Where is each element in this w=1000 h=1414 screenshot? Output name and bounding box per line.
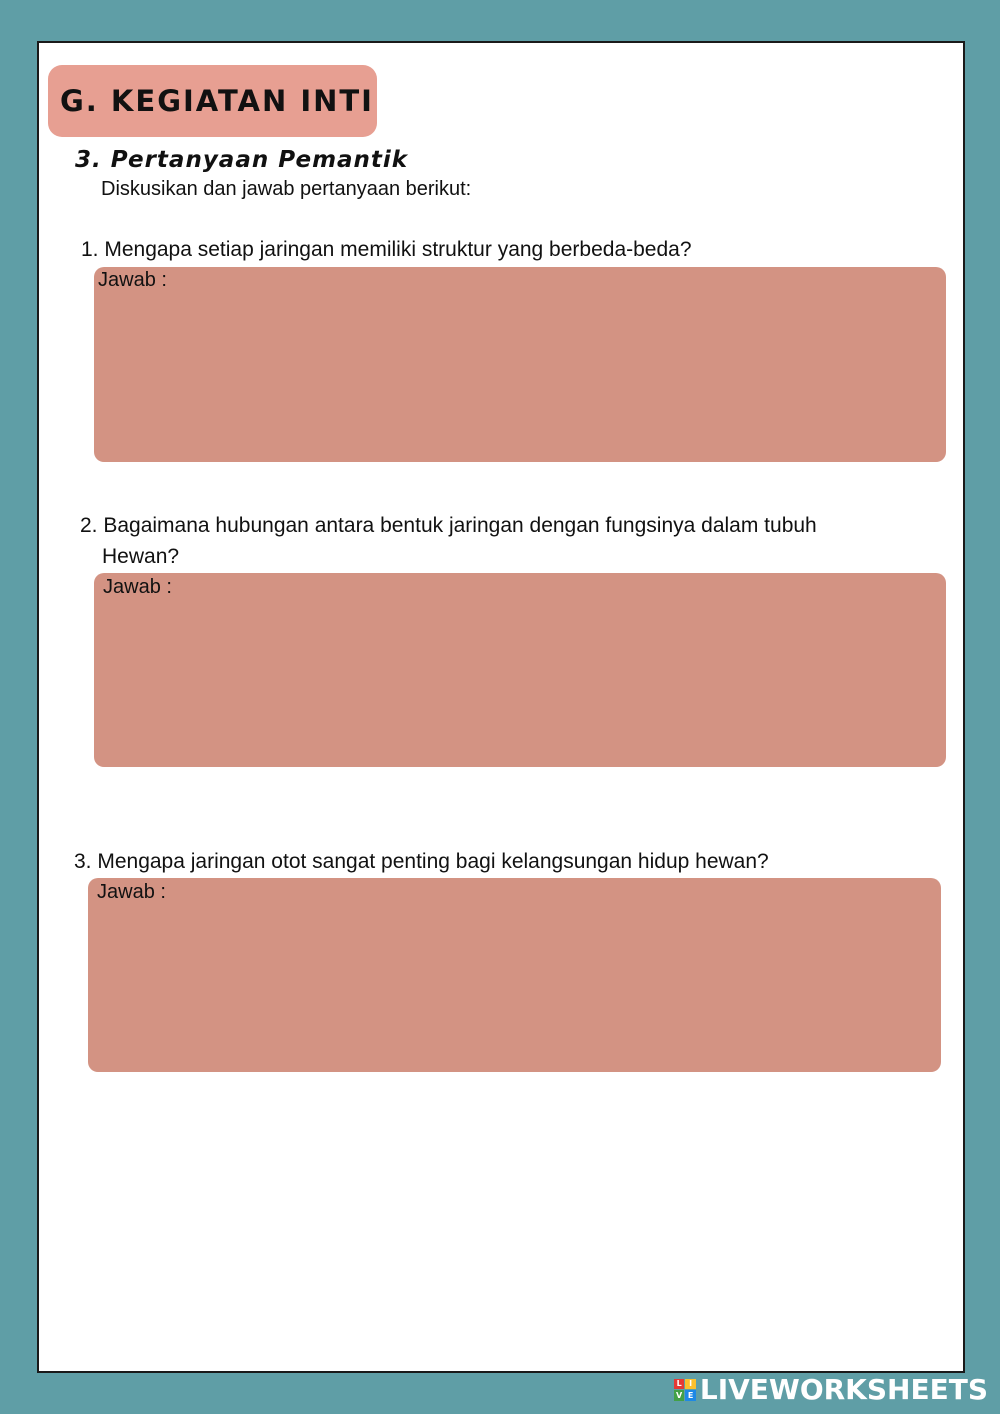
- answer-box-1[interactable]: [94, 267, 946, 462]
- question-3: 3. Mengapa jaringan otot sangat penting bagi kelangsungan hidup hewan?: [74, 850, 769, 873]
- question-2-line-1: 2. Bagaimana hubungan antara bentuk jaringan dengan fungsinya dalam tubuh: [80, 514, 817, 537]
- subsection-heading: 3. Pertanyaan Pemantik: [75, 147, 409, 173]
- logo-letter-l: L: [674, 1379, 685, 1390]
- logo-text: LIVEWORKSHEETS: [699, 1373, 988, 1406]
- section-title: G. KEGIATAN INTI: [60, 84, 374, 118]
- answer-label-3: Jawab :: [97, 881, 166, 903]
- worksheet-page: [37, 41, 965, 1373]
- question-2: [80, 510, 817, 572]
- answer-box-2[interactable]: [94, 573, 946, 767]
- answer-label-2: Jawab :: [103, 576, 172, 598]
- question-1: 1. Mengapa setiap jaringan memiliki struktur yang berbeda-beda?: [81, 238, 692, 261]
- logo-letter-i: I: [685, 1379, 696, 1390]
- logo-grid-icon: [674, 1379, 696, 1401]
- answer-box-3[interactable]: [88, 878, 941, 1072]
- question-2-line-2: Hewan?: [102, 545, 180, 568]
- logo-letter-e: E: [685, 1390, 696, 1401]
- liveworksheets-logo[interactable]: [674, 1373, 988, 1406]
- instruction-text: Diskusikan dan jawab pertanyaan berikut:: [101, 178, 472, 200]
- answer-label-1: Jawab :: [98, 269, 167, 291]
- section-title-badge: [48, 65, 377, 137]
- logo-letter-v: V: [674, 1390, 685, 1401]
